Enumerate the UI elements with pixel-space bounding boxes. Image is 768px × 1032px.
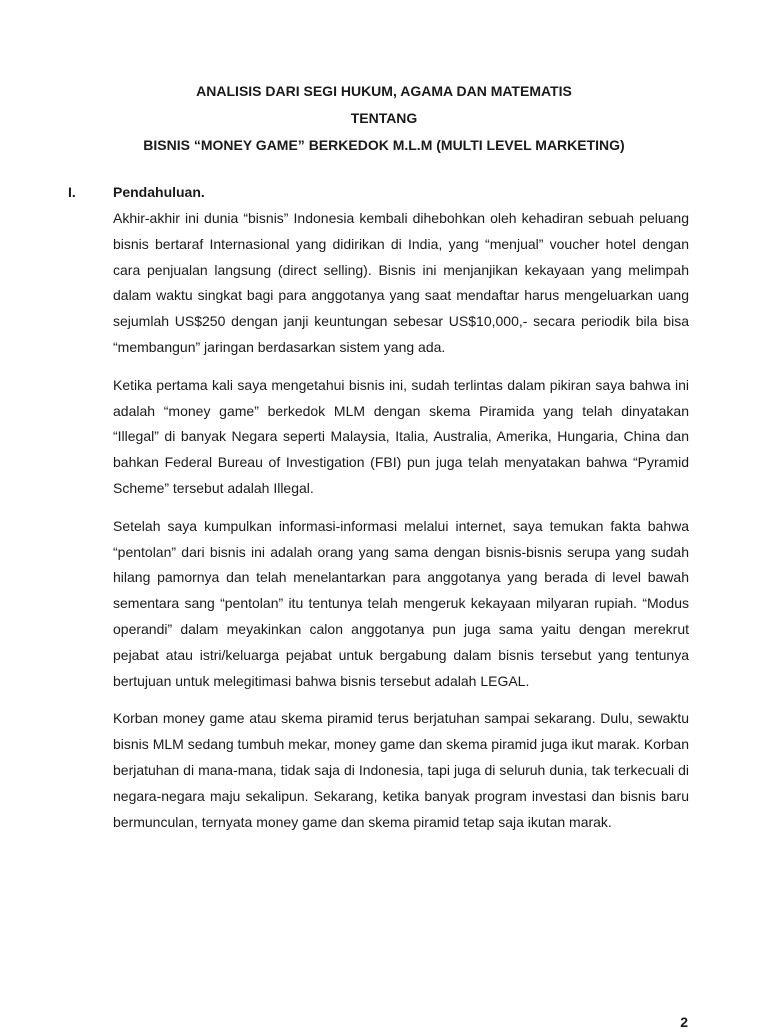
paragraph: Korban money game atau skema piramid terus berjatuhan sampai sekarang. Dulu, sewaktu bisnis MLM sedang tumbuh mekar, money game dan skema piramid juga ikut marak. Korban berjatuhan di mana-mana, tidak saja di Indonesia, tapi juga di seluruh dunia, tak terkecuali di negara-negara maju sekalipun. Sekarang, ketika banyak program investasi dan bisnis baru bermunculan, ternyata money game dan skema piramid tetap saja ikutan marak. <box>113 710 689 830</box>
title-line-2: TENTANG <box>350 110 418 126</box>
document-title <box>0 78 768 159</box>
page-number: 2 <box>680 1014 688 1030</box>
paragraph: Setelah saya kumpulkan informasi-informasi melalui internet, saya temukan fakta bahwa “pentolan” dari bisnis ini adalah orang yang sama dengan bisnis-bisnis serupa yang sudah hilang pamornya dan telah menelantarkan para anggotanya yang berada di level bawah sementara sang “pentolan” itu tentunya telah mengeruk kekayaan milyaran rupiah. “Modus operandi” dalam meyakinkan calon anggotanya pun juga sama yaitu dengan merekrut pejabat atau istri/keluarga pejabat untuk bergabung dalam bisnis tersebut yang tentunya bertujuan untuk melegitimasi bahwa bisnis tersebut adalah LEGAL. <box>113 517 689 689</box>
paragraph: Ketika pertama kali saya mengetahui bisnis ini, sudah terlintas dalam pikiran saya bahwa ini adalah “money game” berkedok MLM dengan skema Piramida yang telah dinyatakan “Illegal” di banyak Negara seperti Malaysia, Italia, Australia, Amerika, Hungaria, China dan bahkan Federal Bureau of Investigation (FBI) pun juga telah menyatakan bahwa “Pyramid Scheme” tersebut adalah Illegal. <box>113 376 689 496</box>
body-text <box>113 206 689 847</box>
title-line-3: BISNIS “MONEY GAME” BERKEDOK M.L.M (MULTI LEVEL MARKETING) <box>143 137 625 153</box>
title-line-1: ANALISIS DARI SEGI HUKUM, AGAMA DAN MATEMATIS <box>196 83 572 99</box>
section-number: I. <box>68 184 76 200</box>
section-heading: Pendahuluan. <box>113 184 205 200</box>
paragraph: Akhir-akhir ini dunia “bisnis” Indonesia kembali dihebohkan oleh kehadiran sebuah peluang bisnis bertaraf Internasional yang didirikan di India, yang “menjual” voucher hotel dengan cara penjualan langsung (direct selling). Bisnis ini menjanjikan kekayaan yang melimpah dalam waktu singkat bagi para anggotanya yang saat mendaftar harus mengeluarkan uang sejumlah US$250 dengan janji keuntungan sebesar US$10,000,- secara periodik bila bisa “membangun” jaringan berdasarkan sistem yang ada. <box>113 210 689 355</box>
